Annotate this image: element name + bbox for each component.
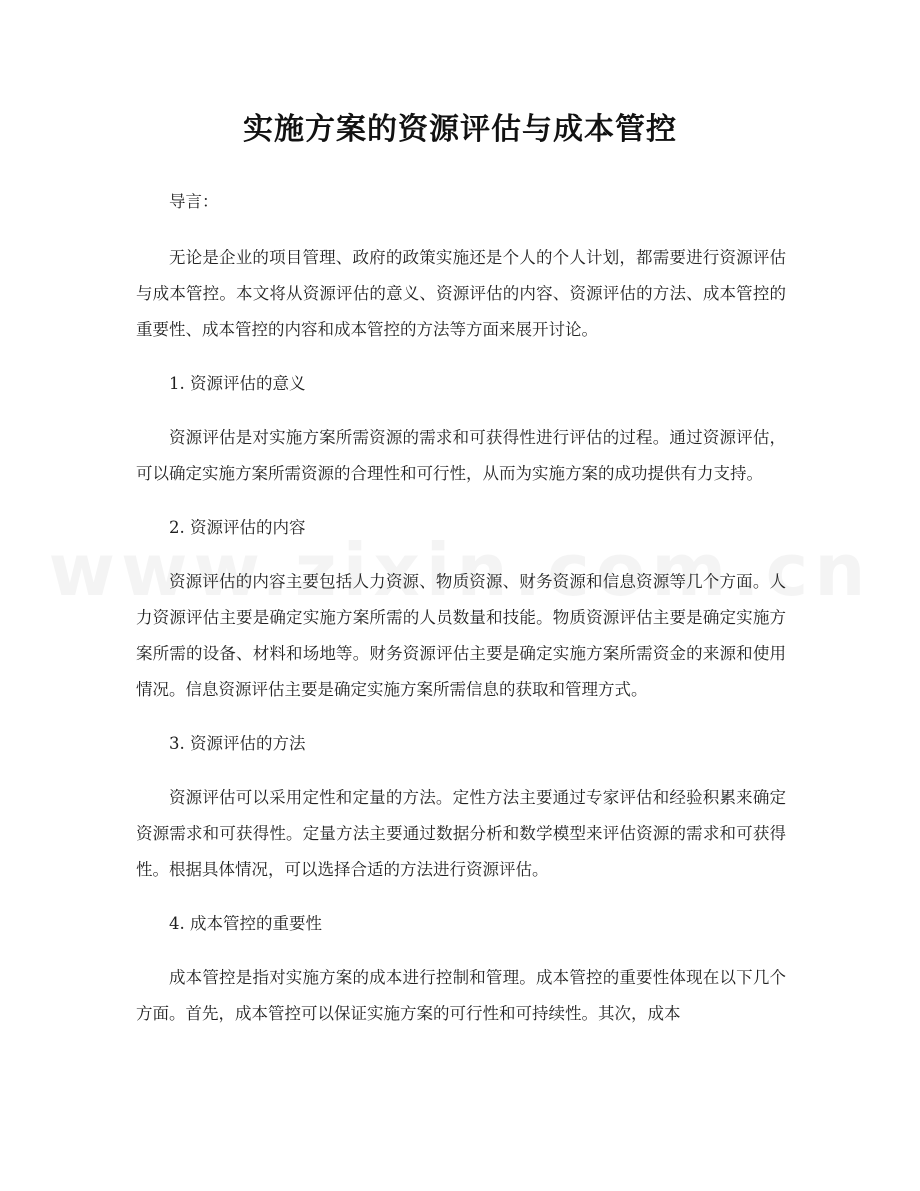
section-body-4: 成本管控是指对实施方案的成本进行控制和管理。成本管控的重要性体现在以下几个方面。首先，成本管控可以保证实施方案的可行性和可持续性。其次，成本 <box>136 968 786 1023</box>
section-body-2: 资源评估的内容主要包括人力资源、物质资源、财务资源和信息资源等几个方面。人力资源评估主要是确定实施方案所需的人员数量和技能。物质资源评估主要是确定实施方案所需的设备、材料和场地等。财务资源评估主要是确定实施方案所需资金的来源和使用情况。信息资源评估主要是确定实施方案所需信息的获取和管理方式。 <box>136 572 786 699</box>
document-title: 实施方案的资源评估与成本管控 <box>243 112 677 147</box>
intro-label: 导言： <box>169 192 219 211</box>
section-heading-2: 2. 资源评估的内容 <box>169 518 306 537</box>
section-body-3: 资源评估可以采用定性和定量的方法。定性方法主要通过专家评估和经验积累来确定资源需求和可获得性。定量方法主要通过数据分析和数学模型来评估资源的需求和可获得性。根据具体情况，可以选择合适的方法进行资源评估。 <box>136 788 786 879</box>
section-heading-1: 1. 资源评估的意义 <box>169 374 306 393</box>
intro-paragraph: 无论是企业的项目管理、政府的政策实施还是个人的个人计划，都需要进行资源评估与成本管控。本文将从资源评估的意义、资源评估的内容、资源评估的方法、成本管控的重要性、成本管控的内容和成本管控的方法等方面来展开讨论。 <box>136 248 786 339</box>
section-heading-4: 4. 成本管控的重要性 <box>169 914 322 933</box>
document-body <box>136 184 786 1032</box>
section-body-1: 资源评估是对实施方案所需资源的需求和可获得性进行评估的过程。通过资源评估，可以确定实施方案所需资源的合理性和可行性，从而为实施方案的成功提供有力支持。 <box>136 428 786 483</box>
section-heading-3: 3. 资源评估的方法 <box>169 734 306 753</box>
